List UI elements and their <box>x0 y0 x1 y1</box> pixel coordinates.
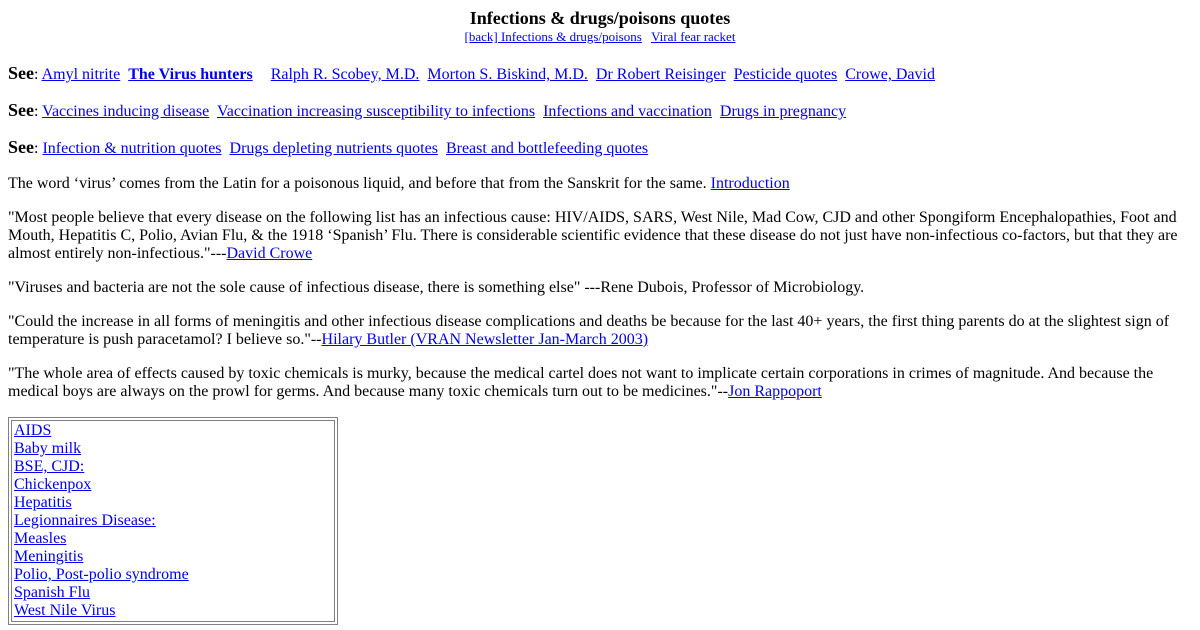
see-row-1 <box>8 63 1192 85</box>
see-label: See <box>8 63 34 83</box>
quote-text: "The whole area of effects caused by toxic chemicals is murky, because the medical cartel does not want to implicate certain corporations in crimes of magnitude. And because the medical boys are always on the prowl for germs. And because many toxic chemicals turn out to be medicines."-- <box>8 365 1154 400</box>
link-morton-biskind[interactable]: Morton S. Biskind, M.D. <box>427 66 588 83</box>
topic-link-spanish-flu[interactable]: Spanish Flu <box>14 584 91 601</box>
link-pesticide-quotes[interactable]: Pesticide quotes <box>733 66 838 83</box>
quote-text: "Most people believe that every disease on the following list has an infectious cause: HIV/AIDS, SARS, West Nile, Mad Cow, CJD and other Spongiform Encephalopathies, Foot and Mouth, Hepatitis C, Polio, Avian Flu, & the 1918 ‘Spanish’ Flu. There is considerable scientific evidence that these disease do not just have non-infectious co-factors, but that they are almost entirely non-infectious."--- <box>8 209 1178 262</box>
quote-text: "Could the increase in all forms of meningitis and other infectious disease complications and deaths be because for the last 40+ years, the first thing parents do at the slightest sign of temperature is push paracetamol? I believe so."-- <box>8 313 1170 348</box>
back-link[interactable]: [back] Infections & drugs/poisons <box>464 29 642 44</box>
link-vaccines-inducing-disease[interactable]: Vaccines inducing disease <box>42 103 210 120</box>
viral-fear-racket-link[interactable]: Viral fear racket <box>651 29 736 44</box>
link-infection-nutrition-quotes[interactable]: Infection & nutrition quotes <box>42 140 222 157</box>
topic-link-polio[interactable]: Polio, Post-polio syndrome <box>14 566 189 583</box>
link-breast-bottlefeeding[interactable]: Breast and bottlefeeding quotes <box>445 140 649 157</box>
topic-link-hepatitis[interactable]: Hepatitis <box>14 494 72 511</box>
topic-list-box <box>8 417 338 625</box>
topic-link-measles[interactable]: Measles <box>14 530 67 547</box>
quote-text: "Viruses and bacteria are not the sole cause of infectious disease, there is something else" ---Rene Dubois, Professor of Microbiology. <box>8 279 865 296</box>
quote-4 <box>8 365 1192 401</box>
page-title: Infections & drugs/poisons quotes <box>469 8 731 28</box>
topic-link-legionnaires[interactable]: Legionnaires Disease: <box>14 512 156 529</box>
topic-link-meningitis[interactable]: Meningitis <box>14 548 84 565</box>
intro-paragraph <box>8 175 1192 193</box>
quote-2 <box>8 279 1192 297</box>
link-vaccination-susceptibility[interactable]: Vaccination increasing susceptibility to infections <box>216 103 536 120</box>
quote-3 <box>8 313 1192 349</box>
link-ralph-scobey[interactable]: Ralph R. Scobey, M.D. <box>270 66 420 83</box>
topic-link-aids[interactable]: AIDS <box>14 422 52 439</box>
link-robert-reisinger[interactable]: Dr Robert Reisinger <box>595 66 726 83</box>
link-amyl-nitrite[interactable]: Amyl nitrite <box>41 66 121 83</box>
intro-text: The word ‘virus’ comes from the Latin for a poisonous liquid, and before that from the Sanskrit for the same. <box>8 175 707 192</box>
link-crowe-david[interactable]: Crowe, David <box>845 66 935 83</box>
topic-link-baby-milk[interactable]: Baby milk <box>14 440 82 457</box>
quote-attribution-link[interactable]: Jon Rappoport <box>728 383 822 400</box>
topic-link-chickenpox[interactable]: Chickenpox <box>14 476 92 493</box>
topic-link-west-nile[interactable]: West Nile Virus <box>14 602 116 619</box>
introduction-link[interactable]: Introduction <box>710 175 790 192</box>
topic-link-bse-cjd[interactable]: BSE, CJD: <box>14 458 85 475</box>
see-row-3 <box>8 137 1192 159</box>
link-infections-and-vaccination[interactable]: Infections and vaccination <box>543 103 712 120</box>
link-virus-hunters[interactable]: The Virus hunters <box>128 66 253 83</box>
quote-1 <box>8 209 1192 263</box>
see-colon: : <box>34 103 43 120</box>
see-colon: : <box>34 140 43 157</box>
link-drugs-in-pregnancy[interactable]: Drugs in pregnancy <box>719 103 847 120</box>
sub-navigation <box>8 29 1192 45</box>
topic-list <box>11 420 335 622</box>
see-row-2 <box>8 100 1192 122</box>
see-label: See <box>8 100 34 120</box>
quote-attribution-link[interactable]: David Crowe <box>226 245 313 262</box>
link-drugs-depleting-nutrients[interactable]: Drugs depleting nutrients quotes <box>229 140 438 157</box>
quote-attribution-link[interactable]: Hilary Butler (VRAN Newsletter Jan-March 2003) <box>321 331 649 348</box>
see-colon: : <box>34 66 42 83</box>
see-label: See <box>8 137 34 157</box>
